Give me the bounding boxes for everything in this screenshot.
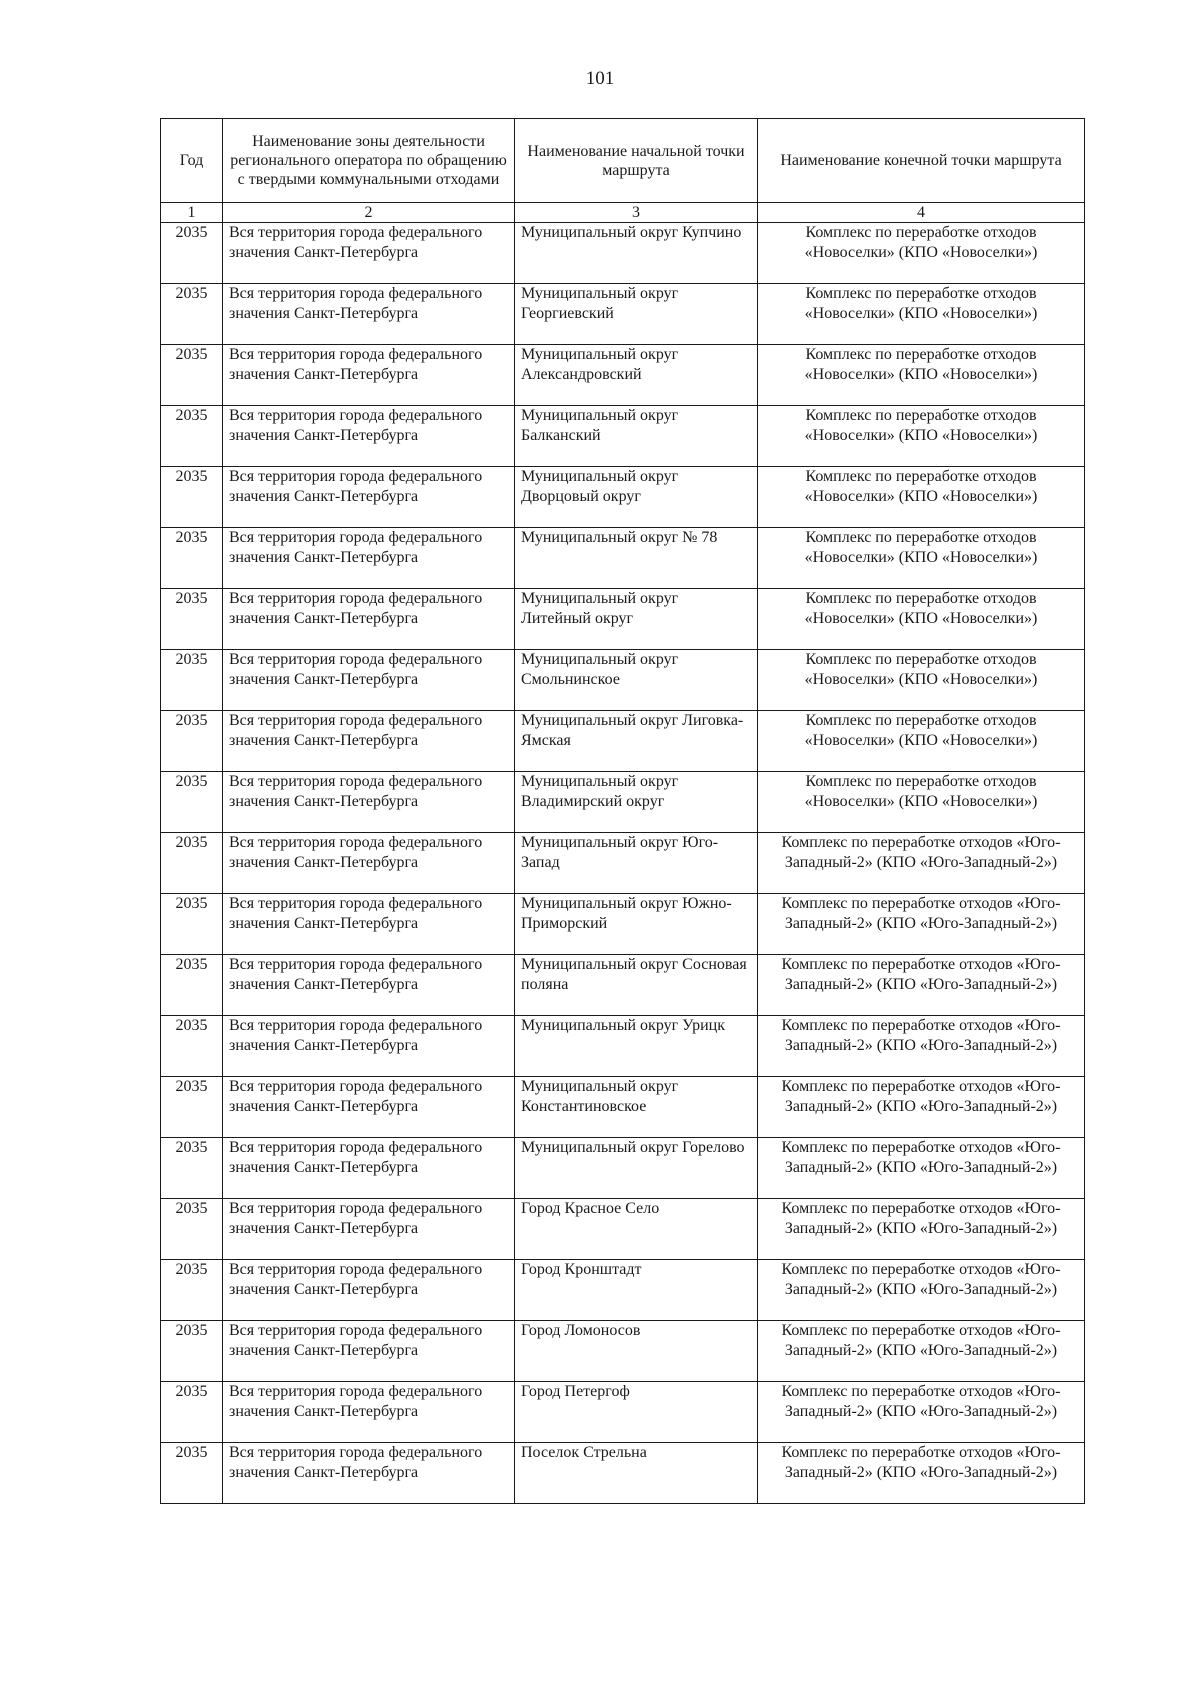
- column-number: 2: [223, 203, 515, 223]
- cell-start-point: Муниципальный округ № 78: [515, 528, 758, 589]
- cell-end-point: Комплекс по переработке отходов «Новоселки» (КПО «Новоселки»): [758, 467, 1085, 528]
- cell-start-point: Муниципальный округ Константиновское: [515, 1077, 758, 1138]
- table-row: [161, 772, 1085, 833]
- header-start-point: Наименование начальной точки маршрута: [515, 119, 758, 203]
- cell-year: 2035: [161, 955, 223, 1016]
- cell-start-point: Муниципальный округ Владимирский округ: [515, 772, 758, 833]
- cell-year: 2035: [161, 284, 223, 345]
- table-row: [161, 833, 1085, 894]
- cell-year: 2035: [161, 1321, 223, 1382]
- cell-zone: Вся территория города федерального значения Санкт-Петербурга: [223, 772, 515, 833]
- cell-end-point: Комплекс по переработке отходов «Новоселки» (КПО «Новоселки»): [758, 711, 1085, 772]
- cell-zone: Вся территория города федерального значения Санкт-Петербурга: [223, 1077, 515, 1138]
- cell-year: 2035: [161, 894, 223, 955]
- table-row: [161, 406, 1085, 467]
- cell-year: 2035: [161, 467, 223, 528]
- column-number: 3: [515, 203, 758, 223]
- table-row: [161, 284, 1085, 345]
- table-row: [161, 650, 1085, 711]
- cell-end-point: Комплекс по переработке отходов «Юго-Западный-2» (КПО «Юго-Западный-2»): [758, 1199, 1085, 1260]
- cell-zone: Вся территория города федерального значения Санкт-Петербурга: [223, 1199, 515, 1260]
- cell-end-point: Комплекс по переработке отходов «Новоселки» (КПО «Новоселки»): [758, 284, 1085, 345]
- column-number: 4: [758, 203, 1085, 223]
- cell-zone: Вся территория города федерального значения Санкт-Петербурга: [223, 223, 515, 284]
- cell-end-point: Комплекс по переработке отходов «Новоселки» (КПО «Новоселки»): [758, 589, 1085, 650]
- cell-end-point: Комплекс по переработке отходов «Новоселки» (КПО «Новоселки»): [758, 406, 1085, 467]
- cell-year: 2035: [161, 345, 223, 406]
- table-row: [161, 467, 1085, 528]
- cell-zone: Вся территория города федерального значения Санкт-Петербурга: [223, 406, 515, 467]
- cell-zone: Вся территория города федерального значения Санкт-Петербурга: [223, 894, 515, 955]
- cell-year: 2035: [161, 1443, 223, 1504]
- cell-start-point: Муниципальный округ Урицк: [515, 1016, 758, 1077]
- cell-start-point: Муниципальный округ Смольнинское: [515, 650, 758, 711]
- table-row: [161, 955, 1085, 1016]
- cell-end-point: Комплекс по переработке отходов «Юго-Западный-2» (КПО «Юго-Западный-2»): [758, 1138, 1085, 1199]
- cell-zone: Вся территория города федерального значения Санкт-Петербурга: [223, 1321, 515, 1382]
- cell-start-point: Муниципальный округ Александровский: [515, 345, 758, 406]
- cell-start-point: Муниципальный округ Балканский: [515, 406, 758, 467]
- cell-end-point: Комплекс по переработке отходов «Юго-Западный-2» (КПО «Юго-Западный-2»): [758, 1016, 1085, 1077]
- cell-year: 2035: [161, 772, 223, 833]
- cell-end-point: Комплекс по переработке отходов «Юго-Западный-2» (КПО «Юго-Западный-2»): [758, 894, 1085, 955]
- table-row: [161, 589, 1085, 650]
- cell-start-point: Город Ломоносов: [515, 1321, 758, 1382]
- cell-start-point: Муниципальный округ Купчино: [515, 223, 758, 284]
- routes-table: [160, 118, 1085, 1504]
- cell-year: 2035: [161, 1260, 223, 1321]
- cell-year: 2035: [161, 1382, 223, 1443]
- table-row: [161, 1138, 1085, 1199]
- cell-year: 2035: [161, 406, 223, 467]
- cell-start-point: Муниципальный округ Дворцовый округ: [515, 467, 758, 528]
- cell-end-point: Комплекс по переработке отходов «Новоселки» (КПО «Новоселки»): [758, 528, 1085, 589]
- cell-zone: Вся территория города федерального значения Санкт-Петербурга: [223, 711, 515, 772]
- cell-start-point: Город Красное Село: [515, 1199, 758, 1260]
- table-row: [161, 1199, 1085, 1260]
- cell-end-point: Комплекс по переработке отходов «Новоселки» (КПО «Новоселки»): [758, 650, 1085, 711]
- table-row: [161, 528, 1085, 589]
- table-row: [161, 345, 1085, 406]
- cell-year: 2035: [161, 1199, 223, 1260]
- cell-start-point: Муниципальный округ Литейный округ: [515, 589, 758, 650]
- cell-end-point: Комплекс по переработке отходов «Юго-Западный-2» (КПО «Юго-Западный-2»): [758, 1321, 1085, 1382]
- page-number: 101: [585, 68, 615, 89]
- cell-zone: Вся территория города федерального значения Санкт-Петербурга: [223, 345, 515, 406]
- cell-zone: Вся территория города федерального значения Санкт-Петербурга: [223, 1016, 515, 1077]
- table-row: [161, 1443, 1085, 1504]
- header-year: Год: [161, 119, 223, 203]
- cell-year: 2035: [161, 1138, 223, 1199]
- table-row: [161, 1260, 1085, 1321]
- cell-year: 2035: [161, 528, 223, 589]
- table-row: [161, 1016, 1085, 1077]
- cell-start-point: Муниципальный округ Юго-Запад: [515, 833, 758, 894]
- cell-zone: Вся территория города федерального значения Санкт-Петербурга: [223, 467, 515, 528]
- cell-start-point: Поселок Стрельна: [515, 1443, 758, 1504]
- header-end-point: Наименование конечной точки маршрута: [758, 119, 1085, 203]
- cell-year: 2035: [161, 1016, 223, 1077]
- cell-zone: Вся территория города федерального значения Санкт-Петербурга: [223, 1260, 515, 1321]
- cell-year: 2035: [161, 833, 223, 894]
- cell-start-point: Город Кронштадт: [515, 1260, 758, 1321]
- cell-zone: Вся территория города федерального значения Санкт-Петербурга: [223, 833, 515, 894]
- cell-start-point: Муниципальный округ Горелово: [515, 1138, 758, 1199]
- cell-start-point: Муниципальный округ Сосновая поляна: [515, 955, 758, 1016]
- cell-zone: Вся территория города федерального значения Санкт-Петербурга: [223, 1138, 515, 1199]
- column-number: 1: [161, 203, 223, 223]
- cell-end-point: Комплекс по переработке отходов «Юго-Западный-2» (КПО «Юго-Западный-2»): [758, 1382, 1085, 1443]
- cell-start-point: Муниципальный округ Георгиевский: [515, 284, 758, 345]
- cell-year: 2035: [161, 650, 223, 711]
- table-row: [161, 711, 1085, 772]
- table-row: [161, 223, 1085, 284]
- cell-end-point: Комплекс по переработке отходов «Новоселки» (КПО «Новоселки»): [758, 345, 1085, 406]
- cell-start-point: Муниципальный округ Лиговка-Ямская: [515, 711, 758, 772]
- cell-year: 2035: [161, 711, 223, 772]
- table-body: [161, 223, 1085, 1504]
- cell-year: 2035: [161, 223, 223, 284]
- cell-zone: Вся территория города федерального значения Санкт-Петербурга: [223, 650, 515, 711]
- column-number-row: [161, 203, 1085, 223]
- header-zone: Наименование зоны деятельности регионального оператора по обращению с твердыми коммунальными отходами: [223, 119, 515, 203]
- table-row: [161, 1321, 1085, 1382]
- table-header-row: [161, 119, 1085, 203]
- cell-start-point: Город Петергоф: [515, 1382, 758, 1443]
- cell-end-point: Комплекс по переработке отходов «Новоселки» (КПО «Новоселки»): [758, 772, 1085, 833]
- cell-zone: Вся территория города федерального значения Санкт-Петербурга: [223, 589, 515, 650]
- cell-end-point: Комплекс по переработке отходов «Новоселки» (КПО «Новоселки»): [758, 223, 1085, 284]
- cell-zone: Вся территория города федерального значения Санкт-Петербурга: [223, 284, 515, 345]
- cell-start-point: Муниципальный округ Южно-Приморский: [515, 894, 758, 955]
- cell-year: 2035: [161, 589, 223, 650]
- cell-year: 2035: [161, 1077, 223, 1138]
- table-row: [161, 1382, 1085, 1443]
- cell-zone: Вся территория города федерального значения Санкт-Петербурга: [223, 528, 515, 589]
- table-row: [161, 1077, 1085, 1138]
- table-row: [161, 894, 1085, 955]
- cell-end-point: Комплекс по переработке отходов «Юго-Западный-2» (КПО «Юго-Западный-2»): [758, 1077, 1085, 1138]
- cell-zone: Вся территория города федерального значения Санкт-Петербурга: [223, 1443, 515, 1504]
- cell-end-point: Комплекс по переработке отходов «Юго-Западный-2» (КПО «Юго-Западный-2»): [758, 955, 1085, 1016]
- cell-end-point: Комплекс по переработке отходов «Юго-Западный-2» (КПО «Юго-Западный-2»): [758, 1260, 1085, 1321]
- cell-end-point: Комплекс по переработке отходов «Юго-Западный-2» (КПО «Юго-Западный-2»): [758, 1443, 1085, 1504]
- cell-end-point: Комплекс по переработке отходов «Юго-Западный-2» (КПО «Юго-Западный-2»): [758, 833, 1085, 894]
- cell-zone: Вся территория города федерального значения Санкт-Петербурга: [223, 1382, 515, 1443]
- cell-zone: Вся территория города федерального значения Санкт-Петербурга: [223, 955, 515, 1016]
